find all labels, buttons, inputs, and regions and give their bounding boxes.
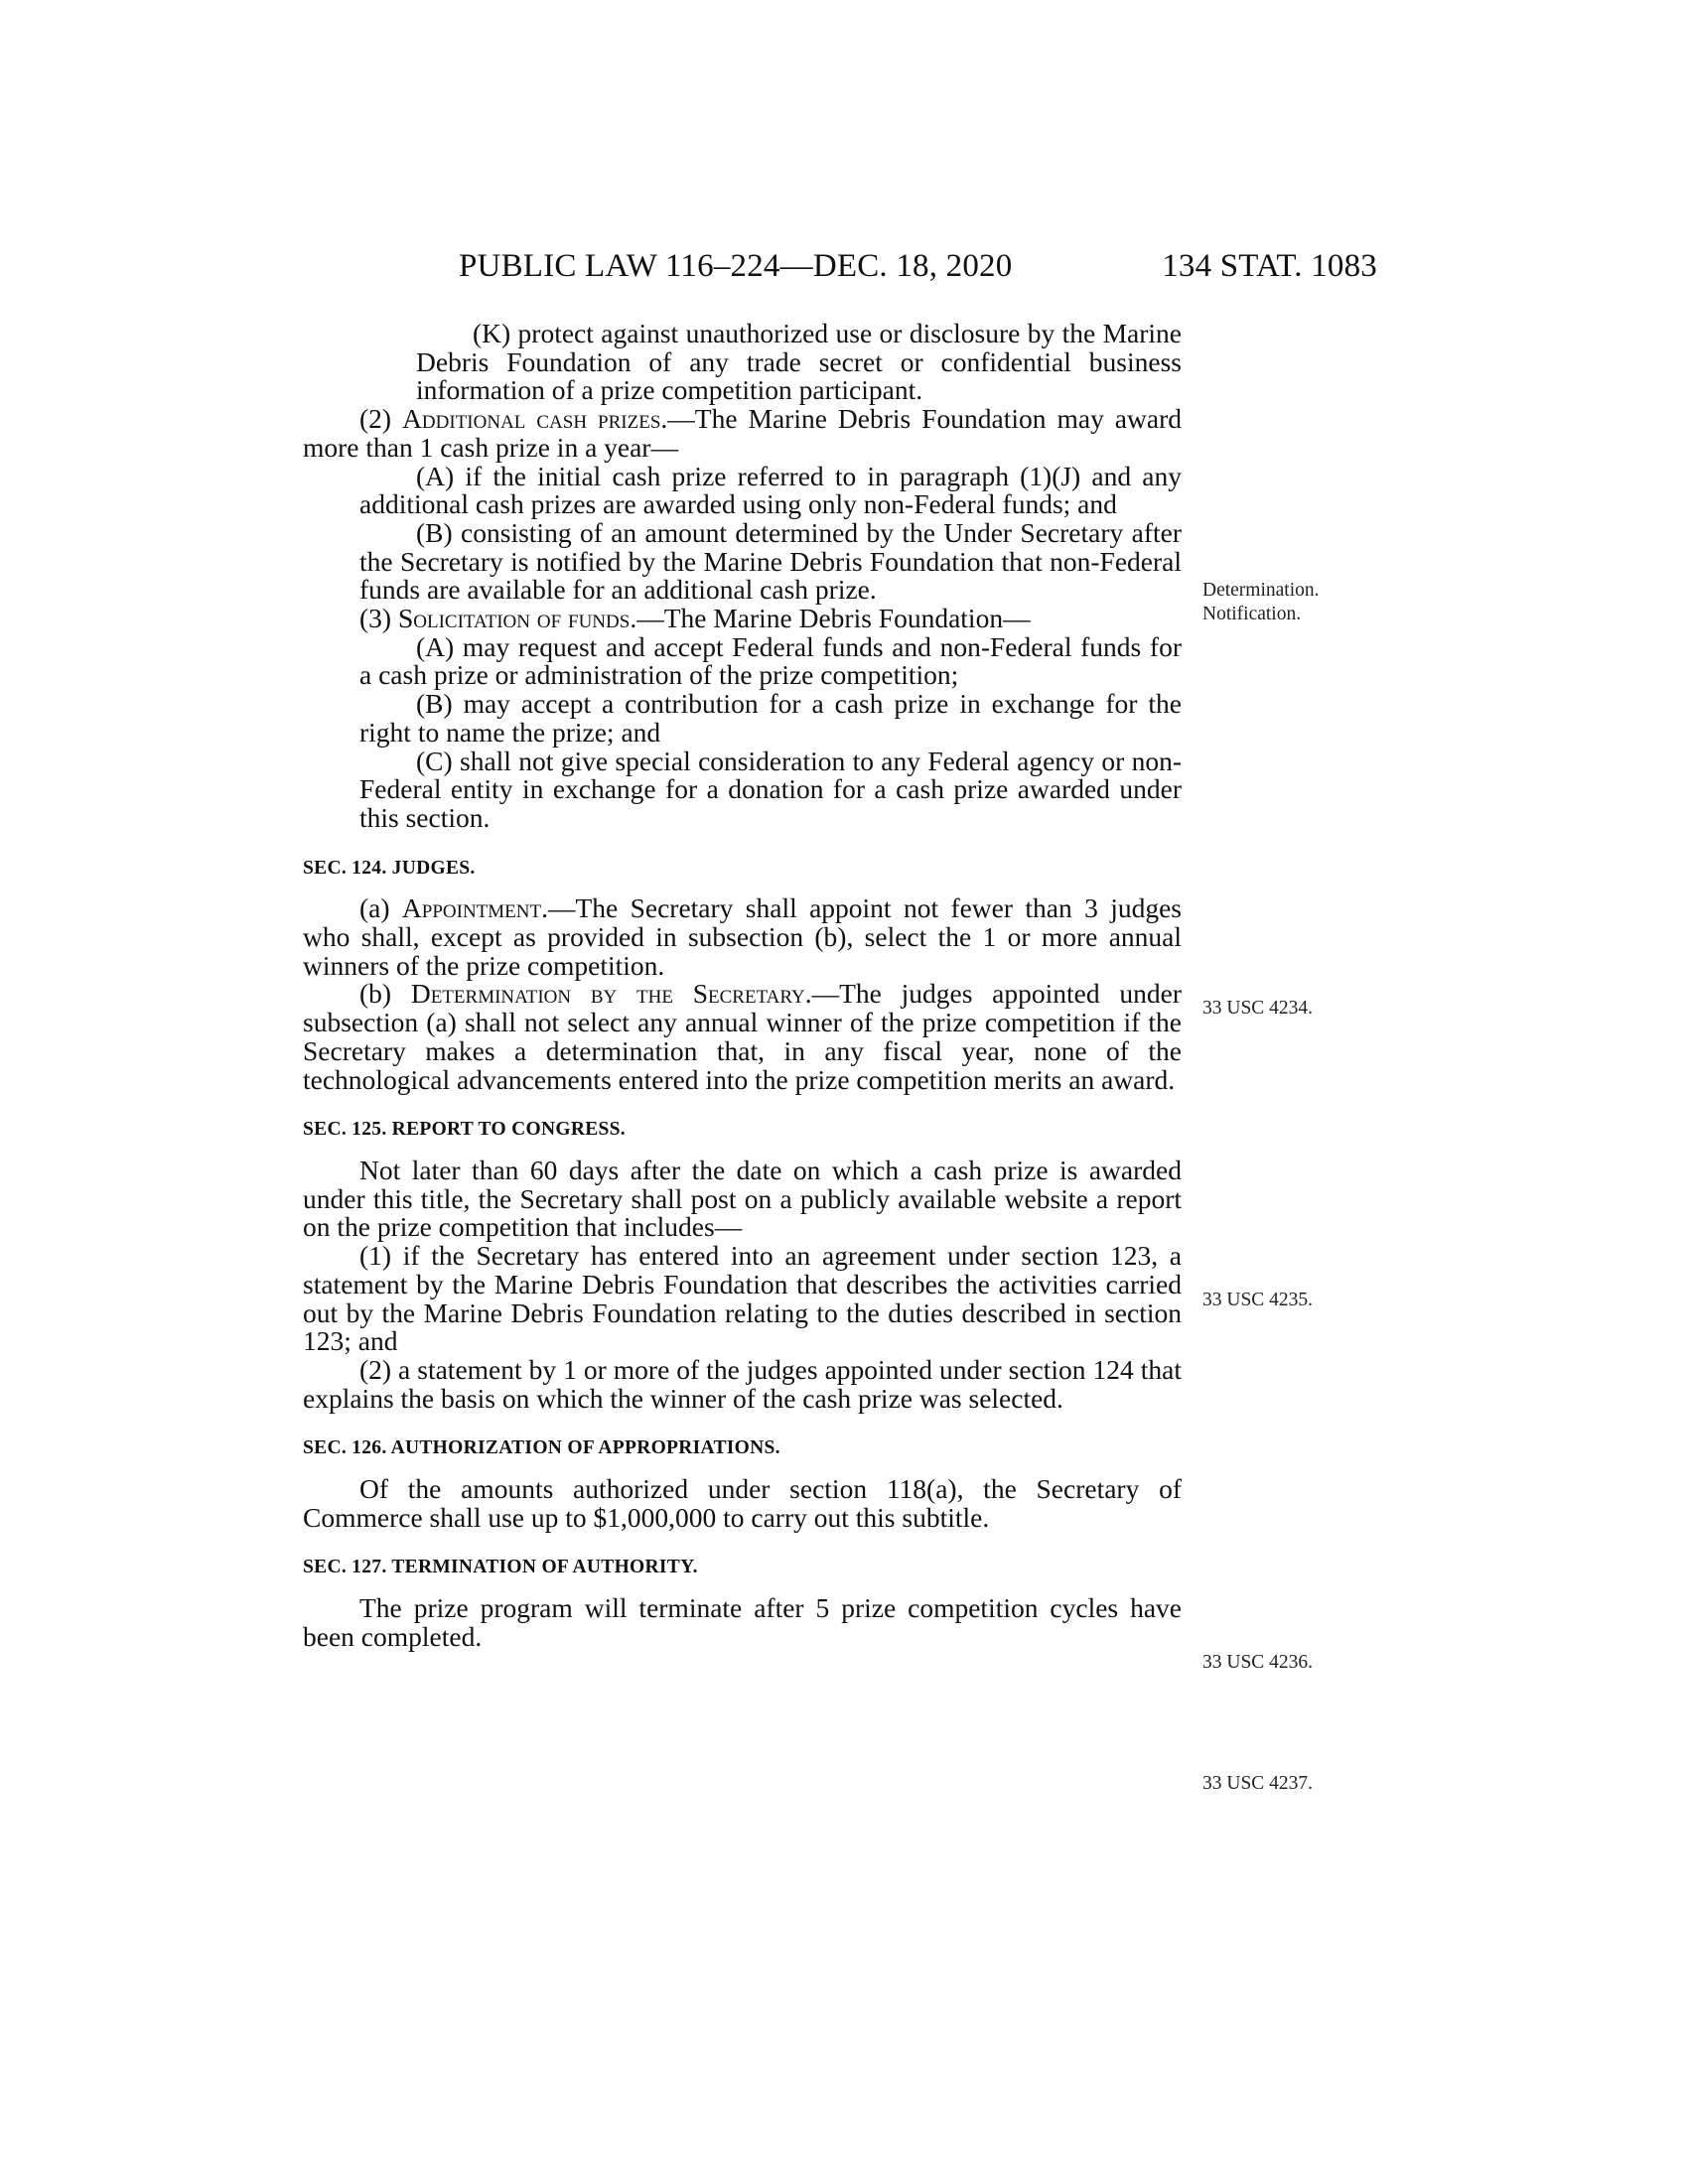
section-126-heading: SEC. 126. AUTHORIZATION OF APPROPRIATIONS. <box>303 1437 780 1459</box>
paragraph-3 <box>303 605 1182 633</box>
paragraph-3-subparagraph-b <box>303 690 1182 747</box>
section-124-subsection-a <box>303 894 1182 980</box>
section-125-item-1-text: (1) if the Secretary has entered into an agreement under section 123, a statement by the Marine Debris Foundation that describes the activities carried out by the Marine Debris Foundation relating to the duties described in section 123; and <box>303 1240 1182 1357</box>
margin-note-usc-4234: 33 USC 4234. <box>1202 998 1314 1019</box>
statute-body <box>303 320 1182 1652</box>
paragraph-2 <box>303 405 1182 462</box>
paragraph-2-subparagraph-a <box>303 460 1182 520</box>
paragraph-2-text: .—The Marine Debris Foundation may award more than 1 cash prize in a year— <box>303 403 1182 463</box>
subsection-a-heading: Appointment <box>401 892 542 924</box>
clause-k <box>303 320 1182 405</box>
paragraph-3-number: (3) <box>359 603 392 634</box>
public-law-citation: PUBLIC LAW 116–224—DEC. 18, 2020 <box>459 248 1013 284</box>
subsection-b-heading: Determination by the Secretary <box>410 978 805 1010</box>
section-124-subsection-b <box>303 980 1182 1094</box>
section-127-text: The prize program will terminate after 5 prize competition cycles have been completed. <box>303 1592 1182 1652</box>
page-header <box>459 248 1377 288</box>
paragraph-3-text: .—The Marine Debris Foundation— <box>630 603 1031 634</box>
margin-note-determination: Determination. <box>1202 580 1320 601</box>
subsection-b-text: .—The judges appointed under subsection (a) shall not select any annual winner of the prize competition if the Secretary makes a determination that, in any fiscal year, none of the technological advancements entered into the prize competition merits an award. <box>303 978 1182 1095</box>
paragraph-2-subparagraph-b <box>303 516 1182 606</box>
statute-page-number: 134 STAT. 1083 <box>1162 248 1377 284</box>
subsection-a-number: (a) <box>359 892 390 924</box>
paragraph-2-subparagraph-a-text: (A) if the initial cash prize referred to in paragraph (1)(J) and any additional cash prizes are awarded using only non-Federal funds; and <box>359 460 1182 520</box>
paragraph-2-number: (2) <box>359 403 392 435</box>
paragraph-3-subparagraph-b-text: (B) may accept a contribution for a cash prize in exchange for the right to name the prize; and <box>359 688 1182 748</box>
subsection-a-text: .—The Secretary shall appoint not fewer than 3 judges who shall, except as provided in subsection (b), select the 1 or more annual winners of the prize competition. <box>303 892 1183 981</box>
section-125-item-2 <box>303 1353 1182 1414</box>
paragraph-3-subparagraph-a <box>303 630 1182 691</box>
margin-note-usc-4236: 33 USC 4236. <box>1202 1652 1314 1673</box>
section-125-intro: Not later than 60 days after the date on which a cash prize is awarded under this title, the Secretary shall post on a publicly available website a report on the prize competition that includes— <box>303 1154 1182 1243</box>
paragraph-3-heading: Solicitation of funds <box>397 603 631 634</box>
paragraph-3-subparagraph-c-text: (C) shall not give special consideration to any Federal agency or non-Federal entity in exchange for a donation for a cash prize awarded under this section. <box>359 745 1182 833</box>
paragraph-2-heading: Additional cash prizes <box>402 403 661 435</box>
section-124-heading: SEC. 124. JUDGES. <box>303 857 476 879</box>
paragraph-2-subparagraph-b-text: (B) consisting of an amount determined by the Under Secretary after the Secretary is notified by the Marine Debris Foundation that non-Federal funds are available for an additional cash prize. <box>359 516 1182 606</box>
margin-note-usc-4235: 33 USC 4235. <box>1202 1290 1314 1310</box>
paragraph-3-subparagraph-c <box>303 745 1182 833</box>
clause-k-text: (K) protect against unauthorized use or disclosure by the Marine Debris Foundation of any trade secret or confidential business information of a prize competition participant. <box>416 318 1182 406</box>
section-125-item-2-text: (2) a statement by 1 or more of the judges appointed under section 124 that explains the basis on which the winner of the cash prize was selected. <box>303 1353 1182 1414</box>
section-125-item-1 <box>303 1242 1182 1356</box>
paragraph-3-subparagraph-a-text: (A) may request and accept Federal funds and non-Federal funds for a cash prize or administration of the prize competition; <box>359 630 1182 691</box>
subsection-b-number: (b) <box>359 978 392 1010</box>
section-127-heading: SEC. 127. TERMINATION OF AUTHORITY. <box>303 1557 698 1578</box>
margin-note-usc-4237: 33 USC 4237. <box>1202 1773 1314 1794</box>
section-125-heading: SEC. 125. REPORT TO CONGRESS. <box>303 1119 626 1141</box>
section-126-text: Of the amounts authorized under section 118(a), the Secretary of Commerce shall use up to $1,000,000 to carry out this subtitle. <box>303 1473 1182 1533</box>
margin-note-notification: Notification. <box>1202 604 1302 624</box>
